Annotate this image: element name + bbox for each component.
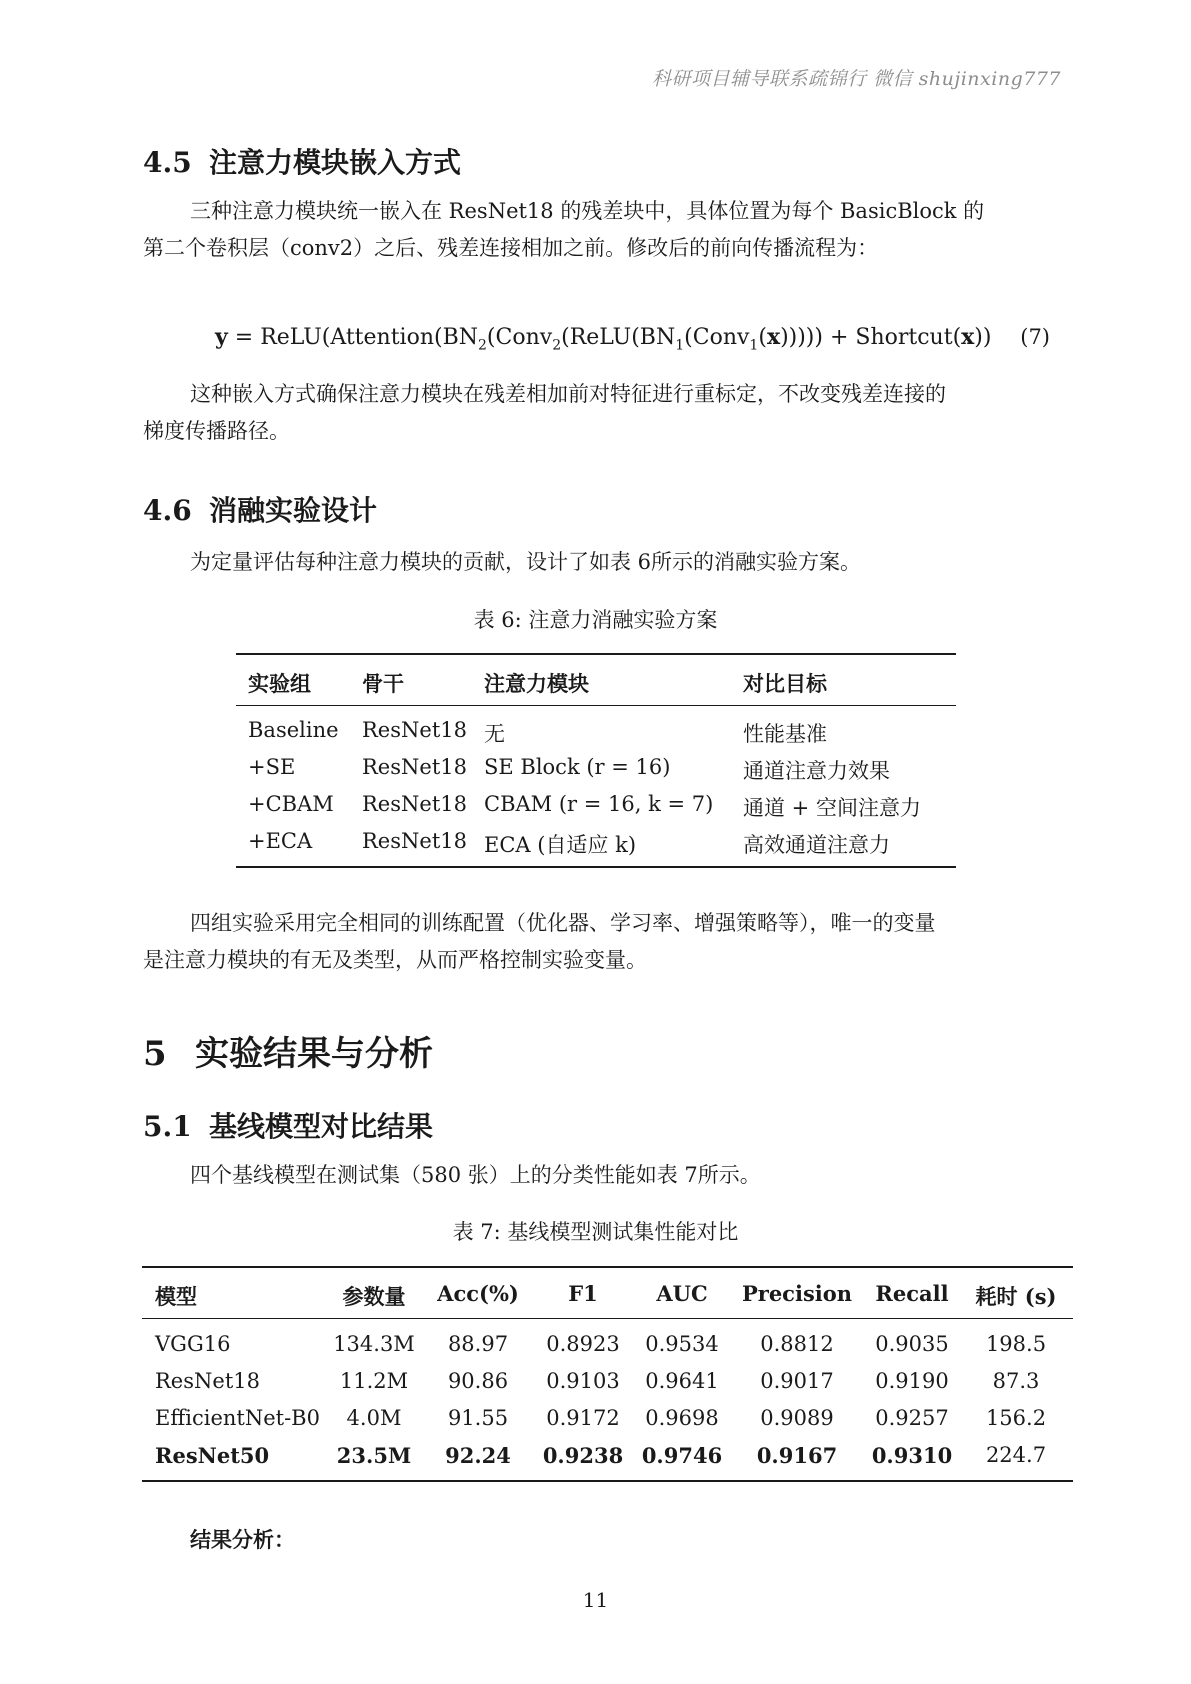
table-cell: 90.86	[447, 1369, 509, 1393]
section-title: 实验结果与分析	[195, 1034, 433, 1074]
table-cell: 224.7	[985, 1443, 1047, 1467]
table-cell: 156.2	[985, 1406, 1047, 1430]
table-header-cell: 注意力模块	[484, 671, 589, 696]
paragraph-line: 三种注意力模块统一嵌入在 ResNet18 的残差块中，具体位置为每个 BasicBlock 的	[190, 199, 985, 223]
section-number: 5.1	[143, 1110, 192, 1143]
table-cell: 通道注意力效果	[743, 759, 890, 783]
table-cell: 0.8923	[546, 1332, 620, 1356]
table-cell: 0.9746	[641, 1443, 723, 1468]
table-header-cell: 实验组	[248, 671, 311, 696]
table-cell: 0.8812	[760, 1332, 834, 1356]
section-title: 消融实验设计	[209, 494, 378, 527]
table-header-cell: AUC	[656, 1281, 708, 1306]
eq-part: (ReLU(BN	[561, 325, 676, 350]
table-header-cell: Recall	[875, 1281, 949, 1306]
table-cell: 0.9103	[546, 1369, 620, 1393]
eq-subscript: 2	[478, 337, 487, 354]
table-cell: 198.5	[985, 1332, 1047, 1356]
table-cell: 无	[484, 722, 505, 746]
table-top-rule	[142, 1266, 1073, 1268]
table-cell: 4.0M	[346, 1406, 402, 1430]
table-cell: EfficientNet-B0	[155, 1406, 320, 1430]
table-cell: 91.55	[447, 1406, 509, 1430]
table-cell: +SE	[248, 755, 296, 779]
table-7-caption: 表 7: 基线模型测试集性能对比	[452, 1220, 739, 1244]
section-5-heading	[143, 1026, 433, 1075]
equation-number: (7)	[1020, 325, 1050, 349]
table-header-cell: 参数量	[342, 1284, 406, 1309]
table-header-cell: 模型	[155, 1284, 197, 1309]
section-title: 基线模型对比结果	[209, 1110, 434, 1143]
table-header-cell: 耗时 (s)	[975, 1284, 1057, 1309]
table-cell: 0.9534	[645, 1332, 719, 1356]
header-contact-note: 科研项目辅导联系疏锦行 微信 shujinxing777	[652, 68, 1061, 90]
table-header-cell: Acc(%)	[437, 1281, 519, 1306]
section-4-5-heading	[143, 141, 461, 181]
table-mid-rule	[142, 1318, 1073, 1319]
table-header-cell: 骨干	[362, 671, 404, 696]
paragraph-line: 为定量评估每种注意力模块的贡献，设计了如表 6所示的消融实验方案。	[190, 550, 862, 574]
table-cell: 高效通道注意力	[743, 833, 890, 857]
table-cell: ResNet18	[362, 792, 467, 816]
table-cell: VGG16	[155, 1332, 231, 1356]
section-5-1-heading	[143, 1105, 433, 1145]
paragraph-line: 四个基线模型在测试集（580 张）上的分类性能如表 7所示。	[190, 1163, 761, 1187]
eq-part: (	[758, 325, 767, 350]
table-cell: ResNet18	[155, 1369, 260, 1393]
table-cell: 0.9310	[871, 1443, 953, 1468]
table-cell: 134.3M	[333, 1332, 415, 1356]
table-cell: 23.5M	[336, 1443, 412, 1468]
table-6-caption: 表 6: 注意力消融实验方案	[473, 608, 718, 632]
section-number: 4.6	[143, 494, 192, 527]
table-cell: ResNet18	[362, 755, 467, 779]
paragraph-line: 梯度传播路径。	[143, 419, 290, 443]
table-top-rule	[236, 653, 956, 655]
eq-part: ))	[974, 325, 992, 350]
table-cell: +CBAM	[248, 792, 334, 816]
table-cell: SE Block (r = 16)	[484, 755, 671, 779]
paragraph-line: 第二个卷积层（conv2）之后、残差连接相加之前。修改后的前向传播流程为：	[143, 236, 879, 260]
eq-part: = ReLU(Attention(BN	[227, 325, 478, 350]
eq-symbol: y	[215, 324, 228, 350]
table-cell: 0.9172	[546, 1406, 620, 1430]
table-cell: 0.9190	[875, 1369, 949, 1393]
table-cell: 11.2M	[339, 1369, 409, 1393]
table-header-cell: F1	[568, 1281, 598, 1306]
eq-subscript: 1	[675, 337, 685, 354]
result-analysis-label: 结果分析：	[190, 1527, 295, 1552]
eq-part: (Conv	[486, 325, 553, 350]
eq-part: ))))) + Shortcut(	[780, 325, 962, 350]
section-number: 5	[143, 1034, 167, 1074]
table-cell: 0.9035	[875, 1332, 949, 1356]
table-cell: ResNet50	[155, 1443, 270, 1468]
table-cell: 0.9641	[645, 1369, 719, 1393]
eq-subscript: 2	[552, 337, 562, 354]
table-cell: 性能基准	[743, 722, 827, 746]
table-cell: 0.9698	[645, 1406, 719, 1430]
table-cell: 通道 + 空间注意力	[743, 796, 921, 820]
table-cell: Baseline	[248, 718, 339, 742]
table-cell: 0.9167	[756, 1443, 838, 1468]
section-4-6-heading	[143, 489, 377, 529]
table-cell: 87.3	[992, 1369, 1040, 1393]
eq-symbol: x	[961, 324, 975, 350]
paragraph-line: 这种嵌入方式确保注意力模块在残差相加前对特征进行重标定，不改变残差连接的	[190, 382, 946, 406]
table-cell: 88.97	[447, 1332, 509, 1356]
table-cell: ECA (自适应 k)	[484, 833, 637, 857]
table-cell: 92.24	[445, 1443, 511, 1468]
equation-7	[215, 324, 991, 353]
eq-subscript: 1	[749, 337, 759, 354]
section-title: 注意力模块嵌入方式	[209, 146, 462, 179]
table-cell: ResNet18	[362, 718, 467, 742]
page-number: 11	[582, 1588, 609, 1612]
table-bottom-rule	[142, 1480, 1073, 1482]
table-cell: 0.9017	[760, 1369, 834, 1393]
eq-symbol: x	[766, 324, 781, 350]
table-cell: ResNet18	[362, 829, 467, 853]
eq-part: (Conv	[684, 325, 750, 350]
paragraph-line: 是注意力模块的有无及类型，从而严格控制实验变量。	[143, 948, 647, 972]
section-number: 4.5	[143, 146, 192, 179]
table-cell: 0.9089	[760, 1406, 834, 1430]
table-mid-rule	[236, 705, 956, 706]
table-header-cell: Precision	[741, 1281, 853, 1306]
table-cell: 0.9238	[542, 1443, 624, 1468]
table-cell: +ECA	[248, 829, 313, 853]
paragraph-line: 四组实验采用完全相同的训练配置（优化器、学习率、增强策略等），唯一的变量	[190, 911, 936, 935]
table-cell: 0.9257	[875, 1406, 949, 1430]
table-cell: CBAM (r = 16, k = 7)	[484, 792, 714, 816]
table-header-cell: 对比目标	[743, 671, 827, 696]
table-bottom-rule	[236, 866, 956, 868]
